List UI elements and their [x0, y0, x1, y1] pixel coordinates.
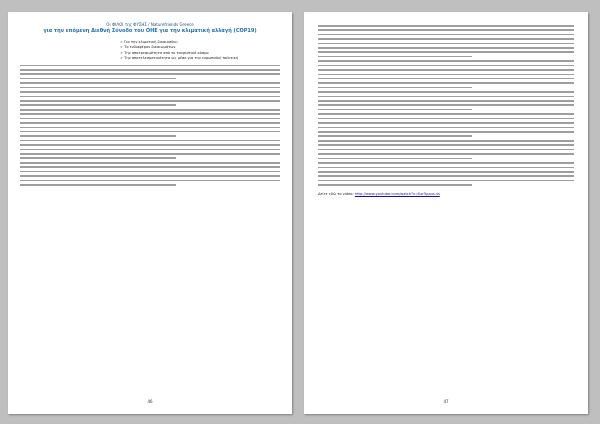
body-paragraph — [318, 140, 574, 159]
bullet-item: ➢ Το ενδιαφέρον δικαιωμάτων — [120, 45, 176, 50]
header-title: για την επόμενη Διεθνή Σύνοδο του ΟΗΕ για την κλιματική αλλαγή (COP19) — [43, 28, 257, 34]
body-paragraph — [20, 109, 280, 137]
right-page — [304, 12, 588, 414]
video-link-row — [318, 192, 574, 196]
left-page — [8, 12, 292, 414]
body-paragraph — [318, 162, 574, 186]
body-paragraph — [20, 162, 280, 186]
body-paragraph — [20, 65, 280, 80]
body-paragraph — [20, 140, 280, 159]
page-number: 47 — [443, 399, 449, 404]
bullet-item: ➢ Την αποτρεψιμότητα από το τουριστικό κόσμο — [120, 50, 209, 55]
bullet-item: ➢ Για την κλιματική δικαιοσύνη — [120, 40, 178, 44]
video-link-label: Δείτε εδώ το video: — [318, 191, 354, 196]
body-paragraph — [318, 113, 574, 137]
page-number: 46 — [147, 399, 153, 404]
video-link[interactable]: http://www.youtube.com/watch?v=Kzr5paus-ss — [354, 191, 440, 196]
body-paragraph — [318, 60, 574, 88]
header-organization: Οι ΦΙΛΟΙ της ΦΥΣΗΣ / Naturefriends Greece — [106, 22, 194, 27]
body-paragraph — [318, 25, 574, 57]
body-paragraph — [20, 82, 280, 106]
bullet-list — [20, 40, 280, 62]
body-paragraph — [318, 91, 574, 110]
bullet-item: ➢ Την αποτελεσματικότητα ως μέσο για την ευρωπαϊκή πολιτική — [120, 56, 239, 61]
